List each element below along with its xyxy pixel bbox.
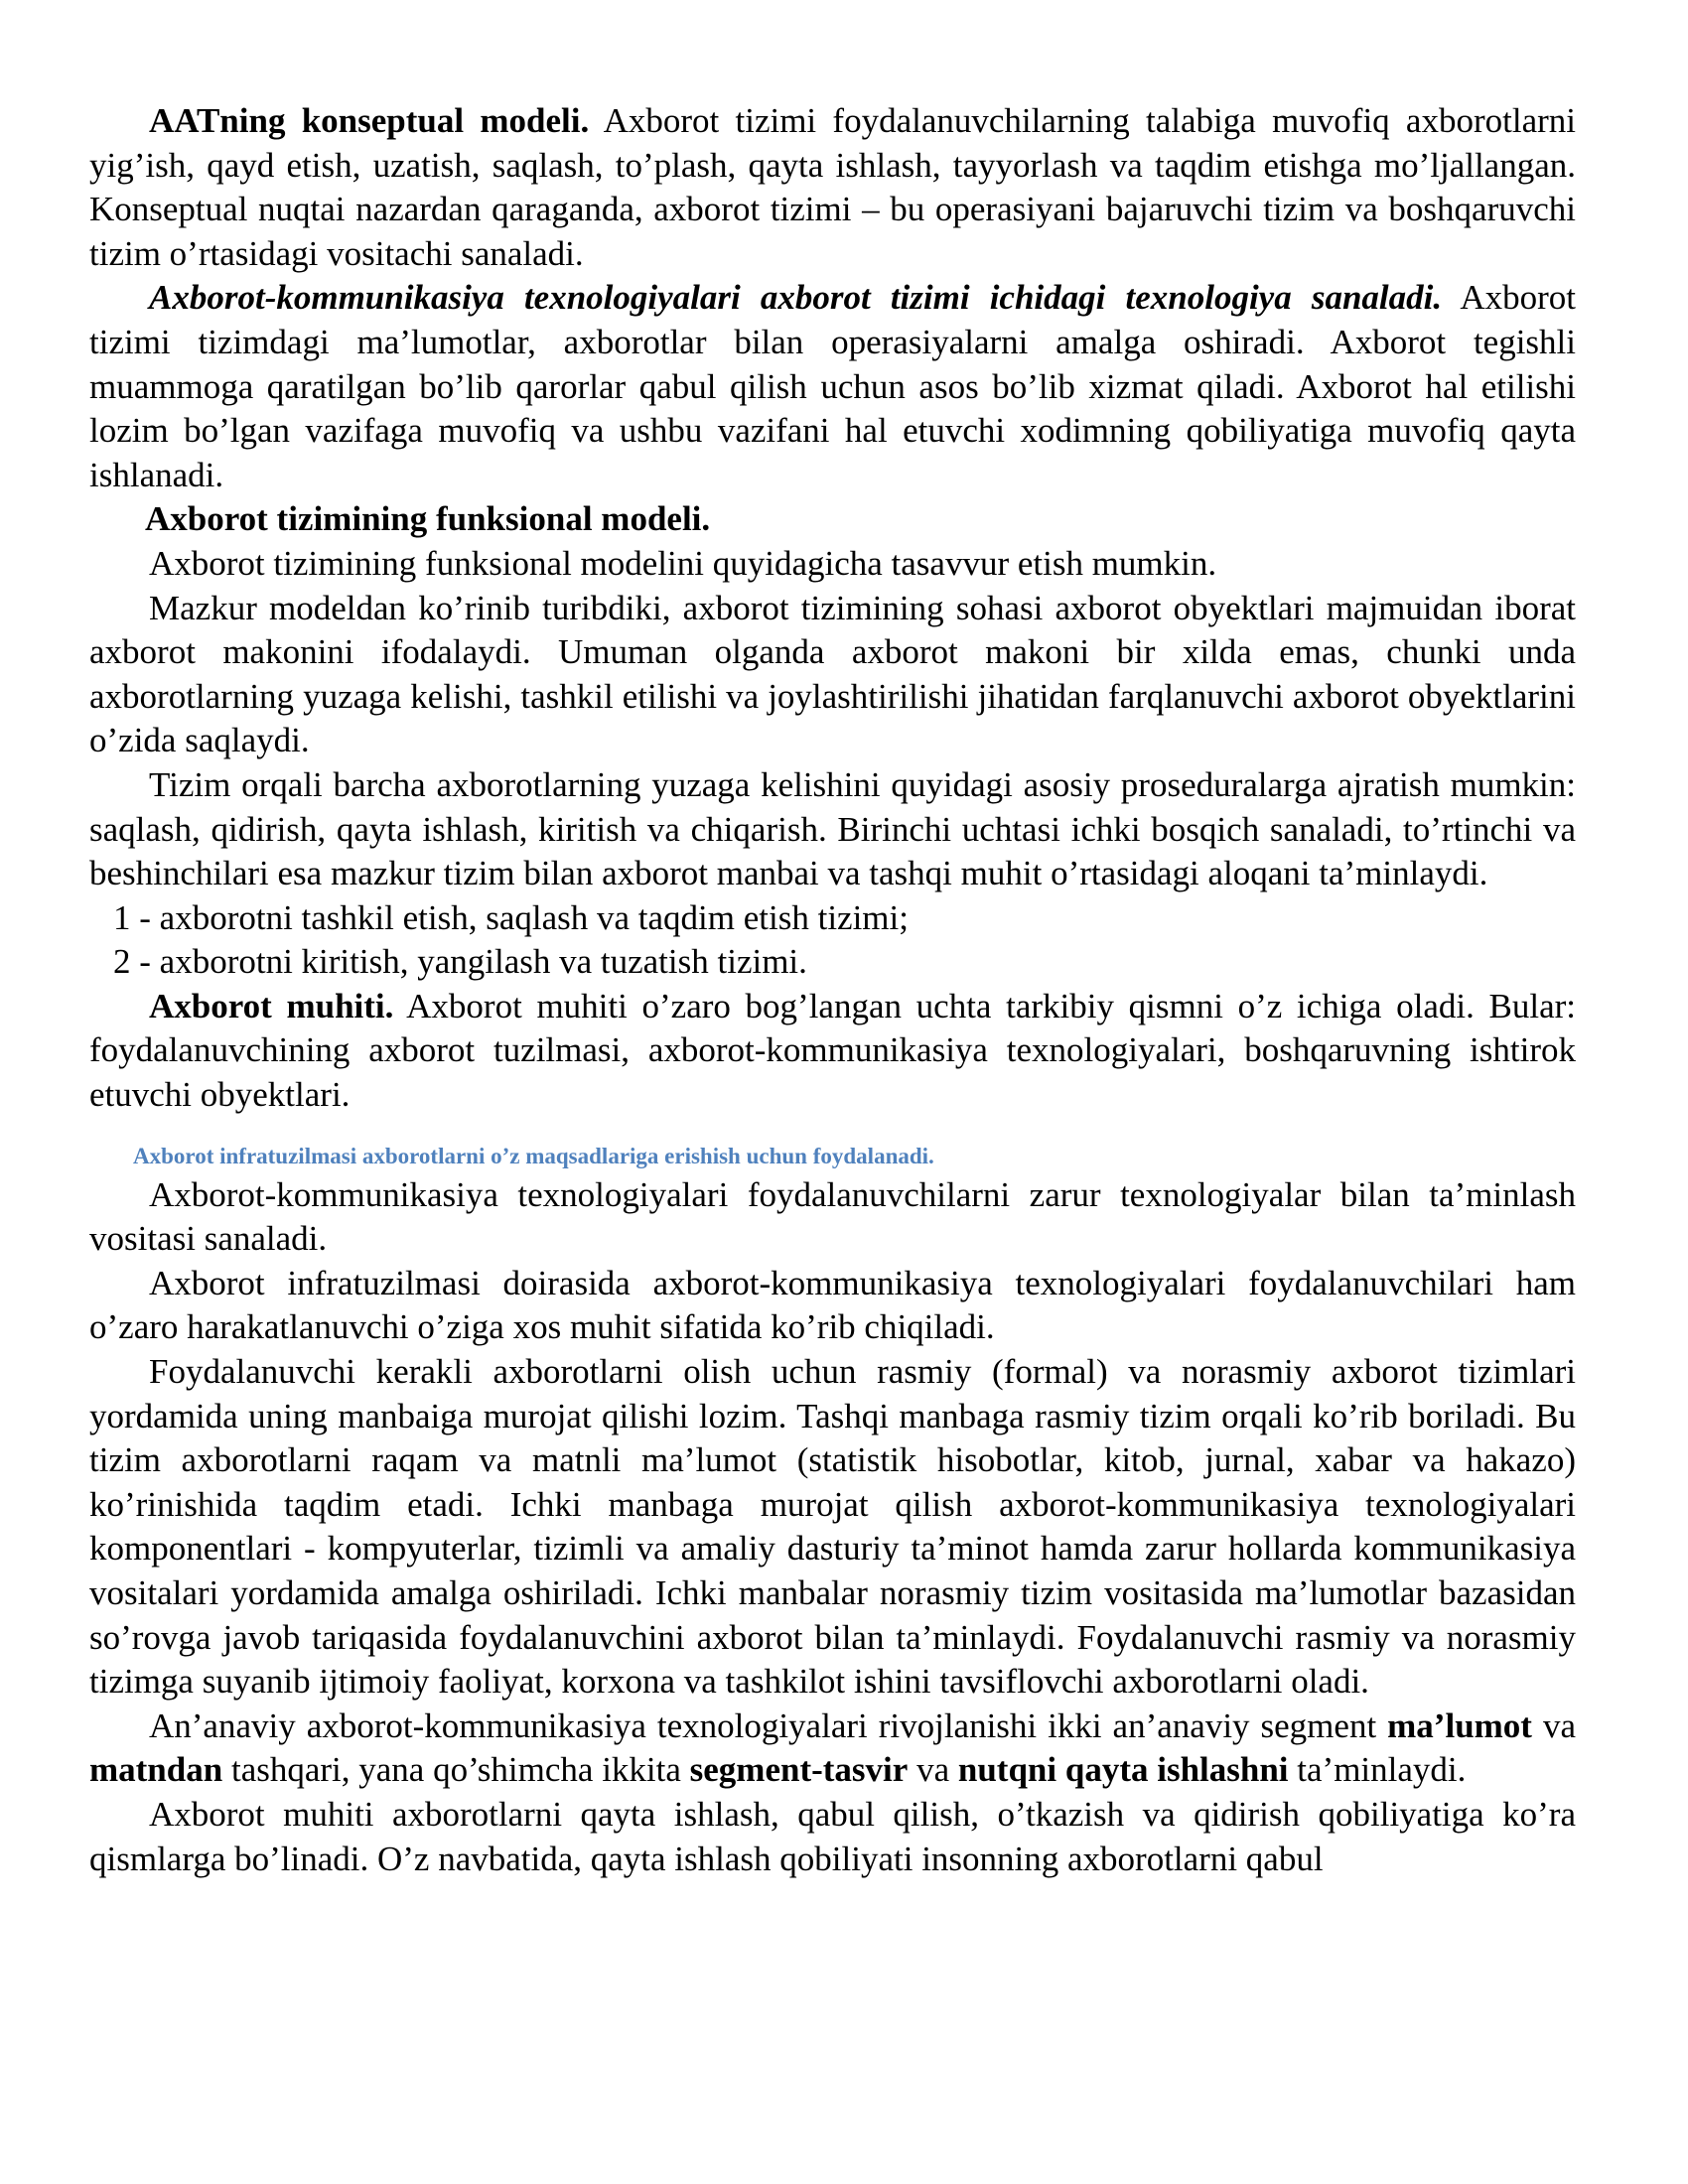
paragraph-lead: Axborot muhiti.: [149, 986, 394, 1025]
paragraph-text: An’anaviy axborot-kommunikasiya texnologiyalari rivojlanishi ikki an’anaviy segment: [149, 1706, 1388, 1745]
paragraph-segments: [89, 1705, 1576, 1793]
bold-term: segment-tasvir: [689, 1750, 909, 1790]
paragraph-ict-means: Axborot-kommunikasiya texnologiyalari foydalanuvchilarni zarur texnologiyalar bilan ta’minlash vositasi sanaladi.: [89, 1174, 1576, 1259]
section-heading-functional-model: Axborot tizimining funksional modeli.: [145, 499, 711, 539]
list-item: 1 - axborotni tashkil etish, saqlash va taqdim etish tizimi;: [113, 897, 909, 937]
paragraph-lead: Axborot-kommunikasiya texnologiyalari axborot tizimi ichidagi texnologiya sanaladi.: [149, 278, 1443, 318]
paragraph-information-environment: [89, 985, 1576, 1118]
paragraph-ict: [89, 276, 1576, 497]
paragraph-text: tashqari, yana qo’shimcha ikkita: [222, 1750, 690, 1790]
paragraph-functional-intro: Axborot tizimining funksional modelini quyidagicha tasavvur etish mumkin.: [149, 543, 1217, 583]
paragraph-model-description: Mazkur modeldan ko’rinib turibdiki, axborot tizimining sohasi axborot obyektlari majmuidan iborat axborot makonini ifodalaydi. Umuman olganda axborot makoni bir xilda emas, chunki unda axborotlarning yuzaga kelishi, tashkil etilishi va joylashtirilishi jihatidan farqlanuvchi axborot obyektlarini o’zida saqlaydi.: [89, 588, 1576, 760]
document-page: [89, 99, 1576, 1881]
paragraph-procedures: Tizim orqali barcha axborotlarning yuzaga kelishini quyidagi asosiy proseduralarga ajratish mumkin: saqlash, qidirish, qayta ishlash, kiritish va chiqarish. Birinchi uchtasi ichki bosqich sanaladi, to’rtinchi va beshinchilari esa mazkur tizim bilan axborot manbai va tashqi muhit o’rtasidagi aloqani ta’minlaydi.: [89, 764, 1576, 893]
paragraph-lead: AATning konseptual modeli.: [149, 101, 590, 140]
paragraph-text: va: [908, 1750, 958, 1790]
paragraph-environment-parts: Axborot muhiti axborotlarni qayta ishlash, qabul qilish, o’tkazish va qidirish qobiliyatiga ko’ra qismlarga bo’linadi. O’z navbatida, qayta ishlash qobiliyati insonning axborotlarni qabul: [89, 1794, 1576, 1878]
figure-caption: Axborot infratuzilmasi axborotlarni o’z maqsadlariga erishish uchun foydalanadi.: [133, 1143, 934, 1168]
paragraph-text: va: [1531, 1706, 1576, 1745]
bold-term: matndan: [89, 1750, 223, 1790]
paragraph-infrastructure: Axborot infratuzilmasi doirasida axborot-kommunikasiya texnologiyalari foydalanuvchilari ham o’zaro harakatlanuvchi o’ziga xos muhit sifatida ko’rib chiqiladi.: [89, 1263, 1576, 1347]
paragraph-text: ta’minlaydi.: [1288, 1750, 1467, 1790]
bold-term: ma’lumot: [1387, 1706, 1532, 1745]
paragraph-text: Axborot tizimi foydalanuvchilarning talabiga muvofiq axborotlarni yig’ish, qayd etish, uzatish, saqlash, to’plash, qayta ishlash, tayyorlash va taqdim etishga mo’ljallangan. Konseptual nuqtai nazardan qaraganda, axborot tizimi – bu operasiyani bajaruvchi tizim va boshqaruvchi tizim o’rtasidagi vositachi sanaladi.: [89, 101, 1576, 273]
paragraph-formal-informal: Foydalanuvchi kerakli axborotlarni olish uchun rasmiy (formal) va norasmiy axborot tizimlari yordamida uning manbaiga murojat qilishi lozim. Tashqi manbaga rasmiy tizim orqali ko’rib boriladi. Bu tizim axborotlarni raqam va matnli ma’lumot (statistik hisobotlar, kitob, jurnal, xabar va hakazo) ko’rinishida taqdim etadi. Ichki manbaga murojat qilish axborot-kommunikasiya texnologiyalari komponentlari - kompyuterlar, tizimli va amaliy dasturiy ta’minot hamda zarur hollarda kommunikasiya vositalari yordamida amalga oshiriladi. Ichki manbalar norasmiy tizim vositasida ma’lumotlar bazasidan so’rovga javob tariqasida foydalanuvchini axborot bilan ta’minlaydi. Foydalanuvchi rasmiy va norasmiy tizimga suyanib ijtimoiy faoliyat, korxona va tashkilot ishini tavsiflovchi axborotlarni oladi.: [89, 1352, 1576, 1702]
list-item: 2 - axborotni kiritish, yangilash va tuzatish tizimi.: [113, 942, 807, 982]
bold-term: nutqni qayta ishlashni: [957, 1750, 1289, 1790]
paragraph-text: Axborot muhiti o’zaro bog’langan uchta tarkibiy qismni o’z ichiga oladi. Bular: foydalanuvchining axborot tuzilmasi, axborot-kommunikasiya texnologiyalari, boshqaruvning ishtirok etuvchi obyektlari.: [89, 986, 1576, 1115]
paragraph-text: Axborot tizimi tizimdagi ma’lumotlar, axborotlar bilan operasiyalarni amalga oshiradi. Axborot tegishli muammoga qaratilgan bo’lib qarorlar qabul qilish uchun asos bo’lib xizmat qiladi. Axborot hal etilishi lozim bo’lgan vazifaga muvofiq va ushbu vazifani hal etuvchi xodimning qobiliyatiga muvofiq qayta ishlanadi.: [89, 278, 1576, 494]
paragraph-conceptual-model: [89, 99, 1576, 276]
